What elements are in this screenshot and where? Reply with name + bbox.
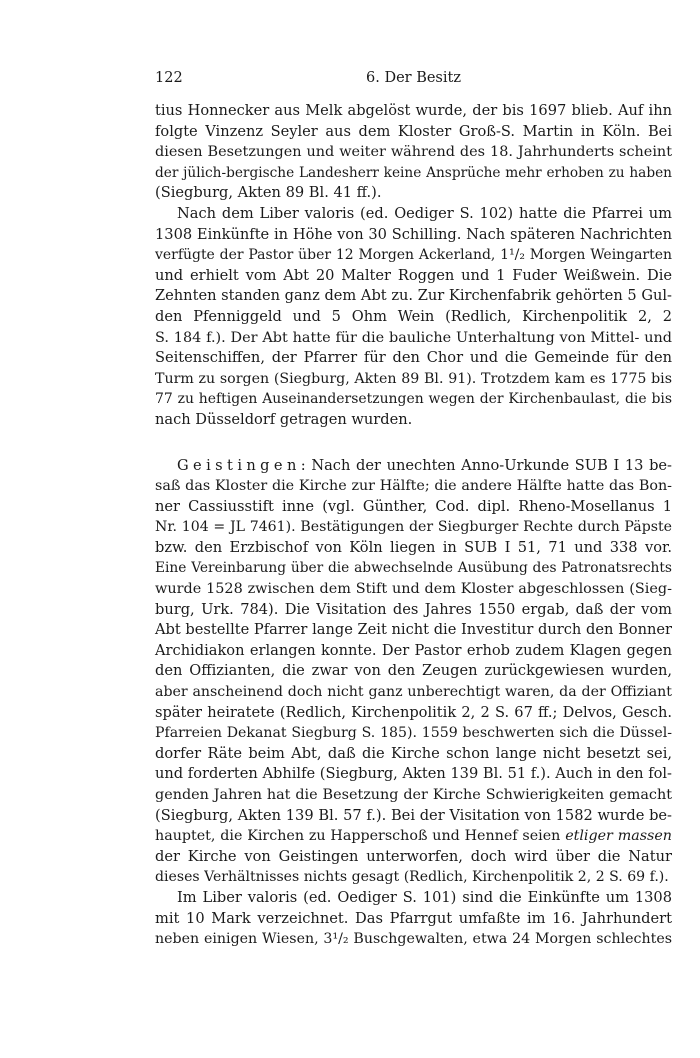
text-line: später heiratete (Redlich, Kirchenpolitik 2, 2 S. 67 ff.; Delvos, Gesch. (155, 703, 672, 721)
text-line (155, 826, 672, 847)
text-line: Archidiakon erlangen konnte. Der Pastor erhob zudem Klagen gegen (155, 641, 672, 659)
text-line: tius Honnecker aus Melk abgelöst wurde, der bis 1697 blieb. Auf ihn (155, 102, 672, 119)
text-line (155, 456, 672, 477)
text-line: dieses Verhältnisses nichts gesagt (Redlich, Kirchenpolitik 2, 2 S. 69 f.). (155, 869, 669, 886)
text-line: Zehnten standen ganz dem Abt zu. Zur Kirchenfabrik gehörten 5 Gul- (155, 287, 672, 305)
section-heading: Geistingen (177, 456, 301, 474)
text-line: nach Düsseldorf getragen wurden. (155, 410, 413, 428)
paragraph-geistingen (155, 456, 672, 888)
paragraph-1 (155, 101, 672, 204)
text-line: den Pfenniggeld und 5 Ohm Wein (Redlich, Kirchenpolitik 2, 2 (155, 307, 672, 325)
text-line: neben einigen Wiesen, 3¹/₂ Buschgewalten, etwa 24 Morgen schlechtes (155, 931, 672, 948)
text-line: den Offizianten, die zwar von den Zeugen zurückgewiesen wurden, (155, 662, 672, 680)
text-line: folgte Vinzenz Seyler aus dem Kloster Groß-S. Martin in Köln. Bei (155, 122, 672, 140)
text-line: ner Cassiusstift inne (vgl. Günther, Cod. dipl. Rheno-Mosellanus 1 (155, 497, 672, 515)
paragraph-2 (155, 204, 672, 431)
text-line: der Kirche von Geistingen unterworfen, doch wird über die Natur (155, 847, 672, 865)
text-line: und forderten Abhilfe (Siegburg, Akten 139 Bl. 51 f.). Auch in den fol- (155, 765, 672, 783)
text-line: (Siegburg, Akten 89 Bl. 41 ff.). (155, 184, 382, 202)
text-line: der jülich-bergische Landesherr keine Ansprüche mehr erhoben zu haben (155, 164, 672, 181)
text-line: Nr. 104 = JL 7461). Bestätigungen der Siegburger Rechte durch Päpste (155, 519, 672, 536)
text-line: (Siegburg, Akten 139 Bl. 57 f.). Bei der Visitation von 1582 wurde be- (155, 806, 672, 824)
text-line: mit 10 Mark verzeichnet. Das Pfarrgut umfaßte im 16. Jahrhundert (155, 909, 672, 927)
text-line: 1308 Einkünfte in Höhe von 30 Schilling. Nach späteren Nachrichten (155, 225, 672, 243)
page-number: 122 (155, 70, 183, 86)
text-line: diesen Besetzungen und weiter während des 18. Jahrhunderts scheint (155, 144, 672, 161)
text-line: wurde 1528 zwischen dem Stift und dem Kloster abgeschlossen (Sieg- (155, 581, 672, 598)
text-line: bzw. den Erzbischof von Köln liegen in SUB I 51, 71 und 338 vor. (155, 538, 672, 556)
running-head: 6. Der Besitz (366, 70, 461, 86)
text-line: 77 zu heftigen Auseinandersetzungen wegen der Kirchenbaulast, die bis (155, 391, 672, 408)
text-line: Turm zu sorgen (Siegburg, Akten 89 Bl. 91). Trotzdem kam es 1775 bis (155, 370, 672, 387)
text-line: Seitenschiffen, der Pfarrer für den Chor und die Gemeinde für den (155, 349, 672, 367)
text-line: dorfer Räte beim Abt, daß die Kirche schon lange nicht besetzt sei, (155, 744, 672, 762)
text-line: saß das Kloster die Kirche zur Hälfte; die andere Hälfte hatte das Bon- (155, 478, 672, 495)
paragraph-4 (155, 888, 672, 950)
text-line: burg, Urk. 784). Die Visitation des Jahres 1550 ergab, daß der vom (155, 600, 672, 618)
text-run: : Nach der unechten Anno-Urkunde SUB I 13 be- (300, 456, 672, 474)
text-run: hauptet, die Kirchen zu Happerschoß und Hennef seien (155, 828, 566, 845)
text-line: verfügte der Pastor über 12 Morgen Ackerland, 1¹/₂ Morgen Weingarten (155, 247, 672, 264)
page-header (155, 70, 672, 92)
text-line: aber anscheinend doch nicht ganz unberechtigt waren, da der Offiziant (155, 684, 672, 701)
text-line: Eine Vereinbarung über die abwechselnde Ausübung des Patronatsrechts (155, 560, 672, 577)
text-line: S. 184 f.). Der Abt hatte für die bauliche Unterhaltung von Mittel- und (155, 329, 672, 346)
text-line: Im Liber valoris (ed. Oediger S. 101) sind die Einkünfte um 1308 (177, 888, 672, 906)
body-text (155, 101, 672, 950)
text-line: Nach dem Liber valoris (ed. Oediger S. 102) hatte die Pfarrei um (177, 204, 672, 222)
section-gap (155, 431, 672, 456)
italic-quote: etliger massen (565, 828, 672, 845)
text-line: und erhielt vom Abt 20 Malter Roggen und 1 Fuder Weißwein. Die (155, 266, 672, 284)
text-line: genden Jahren hat die Besetzung der Kirche Schwierigkeiten gemacht (155, 787, 672, 803)
text-line: Pfarreien Dekanat Siegburg S. 185). 1559 beschwerten sich die Düssel- (155, 725, 672, 742)
text-line: Abt bestellte Pfarrer lange Zeit nicht die Investitur durch den Bonner (155, 621, 672, 639)
